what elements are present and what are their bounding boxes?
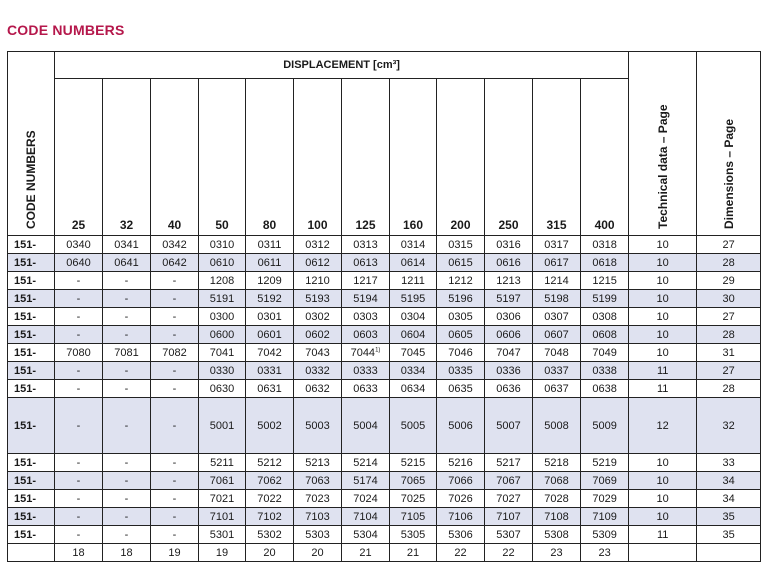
table-cell: -	[55, 308, 103, 326]
table-cell: 7101	[199, 508, 246, 526]
technical-data-page: 10	[629, 290, 697, 308]
table-cell: 5301	[199, 526, 246, 544]
table-cell: 0633	[342, 380, 390, 398]
dimensions-page: 34	[697, 490, 761, 508]
technical-data-page: 10	[629, 272, 697, 290]
table-cell: -	[55, 490, 103, 508]
table-cell: 0614	[390, 254, 437, 272]
technical-data-page: 10	[629, 490, 697, 508]
table-cell: 5009	[581, 398, 629, 454]
table-cell: -	[103, 526, 151, 544]
table-cell: 0332	[294, 362, 342, 380]
row-code: 151-	[8, 344, 55, 362]
table-cell: -	[55, 272, 103, 290]
table-cell: 7061	[199, 472, 246, 490]
technical-data-page: 11	[629, 526, 697, 544]
table-cell: 5004	[342, 398, 390, 454]
table-cell: 1211	[390, 272, 437, 290]
footer-cell: 21	[342, 544, 390, 562]
technical-data-label: Technical data – Page	[655, 104, 670, 229]
footer-cell: 20	[294, 544, 342, 562]
row-code: 151-	[8, 236, 55, 254]
table-cell: 1217	[342, 272, 390, 290]
table-cell: 0640	[55, 254, 103, 272]
table-cell: 5308	[533, 526, 581, 544]
footer-row	[8, 544, 761, 562]
table-cell: 5192	[246, 290, 294, 308]
displacement-col-header: 315	[533, 79, 581, 236]
table-cell: 0604	[390, 326, 437, 344]
dimensions-page: 27	[697, 362, 761, 380]
table-cell: 0632	[294, 380, 342, 398]
table-cell: 0608	[581, 326, 629, 344]
table-cell: 0318	[581, 236, 629, 254]
row-code: 151-	[8, 380, 55, 398]
table-cell: 5309	[581, 526, 629, 544]
table-cell: 5213	[294, 454, 342, 472]
table-cell: -	[151, 490, 199, 508]
dimensions-page: 28	[697, 326, 761, 344]
technical-data-header	[629, 52, 697, 236]
table-cell: 0610	[199, 254, 246, 272]
footer-empty-cell	[629, 544, 697, 562]
table-cell: 7065	[390, 472, 437, 490]
table-cell: 7042	[246, 344, 294, 362]
table-cell: 0612	[294, 254, 342, 272]
table-cell: 5305	[390, 526, 437, 544]
table-cell: 0306	[485, 308, 533, 326]
table-cell: 5303	[294, 526, 342, 544]
table-cell: 7045	[390, 344, 437, 362]
table-cell: 5199	[581, 290, 629, 308]
displacement-col-header: 40	[151, 79, 199, 236]
table-cell: 5302	[246, 526, 294, 544]
table-cell: 7023	[294, 490, 342, 508]
table-cell: 7046	[437, 344, 485, 362]
row-code: 151-	[8, 490, 55, 508]
table-row	[8, 308, 761, 326]
table-row	[8, 326, 761, 344]
table-cell: 0317	[533, 236, 581, 254]
table-cell: 5217	[485, 454, 533, 472]
table-cell: 0631	[246, 380, 294, 398]
table-cell: 7029	[581, 490, 629, 508]
table-cell: 0308	[581, 308, 629, 326]
displacement-col-header: 400	[581, 79, 629, 236]
table-cell: 0331	[246, 362, 294, 380]
table-cell: 0340	[55, 236, 103, 254]
table-cell: 7066	[437, 472, 485, 490]
table-cell: 0638	[581, 380, 629, 398]
table-cell: 7025	[390, 490, 437, 508]
row-code: 151-	[8, 526, 55, 544]
dimensions-header	[697, 52, 761, 236]
table-cell: 5211	[199, 454, 246, 472]
table-cell: 0313	[342, 236, 390, 254]
dimensions-page: 30	[697, 290, 761, 308]
table-row	[8, 254, 761, 272]
table-row	[8, 290, 761, 308]
displacement-col-header: 200	[437, 79, 485, 236]
table-cell: 5007	[485, 398, 533, 454]
table-row	[8, 380, 761, 398]
table-cell: 5196	[437, 290, 485, 308]
row-header-label: CODE NUMBERS	[24, 130, 38, 229]
table-cell: 5307	[485, 526, 533, 544]
technical-data-page: 10	[629, 472, 697, 490]
footer-empty-cell	[8, 544, 55, 562]
dimensions-page: 29	[697, 272, 761, 290]
table-cell: -	[151, 290, 199, 308]
table-cell: 0310	[199, 236, 246, 254]
row-code: 151-	[8, 362, 55, 380]
dimensions-page: 27	[697, 236, 761, 254]
displacement-col-header: 50	[199, 79, 246, 236]
dimensions-page: 33	[697, 454, 761, 472]
table-cell: 5008	[533, 398, 581, 454]
table-cell: 5194	[342, 290, 390, 308]
table-cell: 7069	[581, 472, 629, 490]
table-cell: 0630	[199, 380, 246, 398]
table-cell: 0611	[246, 254, 294, 272]
table-cell: 5195	[390, 290, 437, 308]
table-cell: 0616	[485, 254, 533, 272]
row-code: 151-	[8, 472, 55, 490]
table-cell: -	[151, 454, 199, 472]
footer-cell: 23	[533, 544, 581, 562]
table-cell: 0606	[485, 326, 533, 344]
table-cell: 1215	[581, 272, 629, 290]
table-cell: -	[103, 454, 151, 472]
table-row	[8, 272, 761, 290]
table-cell: 5216	[437, 454, 485, 472]
table-cell: 0316	[485, 236, 533, 254]
footer-cell: 22	[485, 544, 533, 562]
technical-data-page: 10	[629, 308, 697, 326]
technical-data-page: 11	[629, 380, 697, 398]
table-cell: 7062	[246, 472, 294, 490]
table-row	[8, 526, 761, 544]
displacement-col-header: 160	[390, 79, 437, 236]
table-cell: 7028	[533, 490, 581, 508]
table-cell	[342, 344, 390, 362]
displacement-col-header: 32	[103, 79, 151, 236]
table-cell: -	[151, 362, 199, 380]
table-cell: 0635	[437, 380, 485, 398]
table-cell: -	[55, 454, 103, 472]
table-cell: 5005	[390, 398, 437, 454]
page-title: CODE NUMBERS	[7, 22, 125, 38]
table-cell: 7048	[533, 344, 581, 362]
table-cell: 0330	[199, 362, 246, 380]
table-cell: -	[103, 272, 151, 290]
table-cell: 7067	[485, 472, 533, 490]
table-cell: 5218	[533, 454, 581, 472]
table-cell: 7104	[342, 508, 390, 526]
table-cell: 5215	[390, 454, 437, 472]
table-row	[8, 472, 761, 490]
table-cell: 5002	[246, 398, 294, 454]
table-cell: 0617	[533, 254, 581, 272]
table-cell: 0300	[199, 308, 246, 326]
table-cell: 7106	[437, 508, 485, 526]
footer-cell: 21	[390, 544, 437, 562]
table-cell: -	[103, 326, 151, 344]
table-cell: 7047	[485, 344, 533, 362]
table-cell: 0600	[199, 326, 246, 344]
displacement-header: DISPLACEMENT [cm³]	[55, 52, 629, 79]
table-cell: 7049	[581, 344, 629, 362]
table-cell: 7103	[294, 508, 342, 526]
row-header-code-numbers	[8, 52, 55, 236]
table-cell: -	[55, 380, 103, 398]
table-cell: 1210	[294, 272, 342, 290]
table-cell: 0335	[437, 362, 485, 380]
table-cell: -	[103, 472, 151, 490]
displacement-col-header: 25	[55, 79, 103, 236]
table-cell: -	[151, 308, 199, 326]
row-code: 151-	[8, 398, 55, 454]
table-cell: 5003	[294, 398, 342, 454]
table-cell: -	[55, 526, 103, 544]
table-cell: -	[151, 526, 199, 544]
table-cell: 0307	[533, 308, 581, 326]
table-row	[8, 490, 761, 508]
footer-cell: 20	[246, 544, 294, 562]
table-cell: 0602	[294, 326, 342, 344]
table-cell: -	[151, 472, 199, 490]
footnote-mark: 1)	[375, 346, 381, 353]
row-code: 151-	[8, 308, 55, 326]
table-cell: 7024	[342, 490, 390, 508]
table-cell: 0634	[390, 380, 437, 398]
technical-data-page: 12	[629, 398, 697, 454]
row-code: 151-	[8, 508, 55, 526]
table-row	[8, 454, 761, 472]
table-cell: 7081	[103, 344, 151, 362]
table-cell: -	[151, 272, 199, 290]
table-cell: 5304	[342, 526, 390, 544]
dimensions-page: 35	[697, 508, 761, 526]
table-cell: 0311	[246, 236, 294, 254]
displacement-col-header: 100	[294, 79, 342, 236]
row-code: 151-	[8, 290, 55, 308]
table-cell: 0341	[103, 236, 151, 254]
table-cell: 1208	[199, 272, 246, 290]
row-code: 151-	[8, 326, 55, 344]
technical-data-page: 10	[629, 454, 697, 472]
table-cell: 5193	[294, 290, 342, 308]
displacement-col-header: 80	[246, 79, 294, 236]
table-row	[8, 508, 761, 526]
table-cell: 0607	[533, 326, 581, 344]
table-cell: 7105	[390, 508, 437, 526]
table-cell: 7063	[294, 472, 342, 490]
table-cell: 0333	[342, 362, 390, 380]
table-cell: 0605	[437, 326, 485, 344]
table-cell: 0312	[294, 236, 342, 254]
table-cell: 7043	[294, 344, 342, 362]
table-cell: 0641	[103, 254, 151, 272]
table-cell: 5219	[581, 454, 629, 472]
technical-data-page: 10	[629, 344, 697, 362]
table-cell: 5006	[437, 398, 485, 454]
table-cell: 0334	[390, 362, 437, 380]
table-cell: -	[103, 308, 151, 326]
table-cell: 5174	[342, 472, 390, 490]
table-cell: 5001	[199, 398, 246, 454]
dimensions-page: 28	[697, 380, 761, 398]
table-cell: -	[55, 508, 103, 526]
footer-cell: 22	[437, 544, 485, 562]
table-cell: 0637	[533, 380, 581, 398]
table-cell: -	[55, 362, 103, 380]
displacement-col-header: 250	[485, 79, 533, 236]
table-cell: -	[103, 398, 151, 454]
table-cell: 7102	[246, 508, 294, 526]
table-cell: 7107	[485, 508, 533, 526]
table-cell: 0618	[581, 254, 629, 272]
footer-cell: 23	[581, 544, 629, 562]
table-cell: -	[55, 326, 103, 344]
table-cell: 5197	[485, 290, 533, 308]
technical-data-page: 11	[629, 362, 697, 380]
table-cell: -	[151, 326, 199, 344]
table-cell: 0337	[533, 362, 581, 380]
displacement-col-header: 125	[342, 79, 390, 236]
footer-cell: 18	[55, 544, 103, 562]
table-cell: 7068	[533, 472, 581, 490]
table-cell: -	[55, 398, 103, 454]
table-cell: 7027	[485, 490, 533, 508]
table-cell: -	[55, 290, 103, 308]
table-cell: 0601	[246, 326, 294, 344]
table-cell: 0303	[342, 308, 390, 326]
dimensions-page: 35	[697, 526, 761, 544]
table-cell: 7108	[533, 508, 581, 526]
table-cell: 1214	[533, 272, 581, 290]
table-cell: 5198	[533, 290, 581, 308]
table-cell: 0338	[581, 362, 629, 380]
table-cell: 7041	[199, 344, 246, 362]
row-code: 151-	[8, 454, 55, 472]
table-cell: 1213	[485, 272, 533, 290]
dimensions-page: 27	[697, 308, 761, 326]
table-cell: 7109	[581, 508, 629, 526]
dimensions-page: 32	[697, 398, 761, 454]
table-cell: 0336	[485, 362, 533, 380]
table-cell: 0615	[437, 254, 485, 272]
table-cell: -	[103, 508, 151, 526]
row-code: 151-	[8, 254, 55, 272]
table-cell: 0304	[390, 308, 437, 326]
table-cell: -	[103, 290, 151, 308]
technical-data-page: 10	[629, 254, 697, 272]
technical-data-page: 10	[629, 508, 697, 526]
table-row	[8, 362, 761, 380]
dimensions-page: 31	[697, 344, 761, 362]
footer-empty-cell	[697, 544, 761, 562]
table-cell: 0314	[390, 236, 437, 254]
table-cell: 5191	[199, 290, 246, 308]
table-row	[8, 236, 761, 254]
footer-cell: 19	[199, 544, 246, 562]
technical-data-page: 10	[629, 236, 697, 254]
table-cell: 5306	[437, 526, 485, 544]
table-cell: 0636	[485, 380, 533, 398]
table-cell: -	[103, 362, 151, 380]
row-code: 151-	[8, 272, 55, 290]
table-cell: 0302	[294, 308, 342, 326]
cell-value: 7044	[350, 346, 376, 359]
table-cell: 0342	[151, 236, 199, 254]
code-numbers-table	[7, 51, 761, 562]
table-cell: 7026	[437, 490, 485, 508]
technical-data-page: 10	[629, 326, 697, 344]
footer-cell: 18	[103, 544, 151, 562]
footer-cell: 19	[151, 544, 199, 562]
table-cell: -	[151, 398, 199, 454]
table-cell: 0642	[151, 254, 199, 272]
table-cell: 1212	[437, 272, 485, 290]
table-cell: 0603	[342, 326, 390, 344]
table-cell: 7082	[151, 344, 199, 362]
table-cell: 7022	[246, 490, 294, 508]
table-cell: -	[103, 380, 151, 398]
table-cell: 0315	[437, 236, 485, 254]
table-row	[8, 344, 761, 362]
table-cell: 0613	[342, 254, 390, 272]
table-cell: 0305	[437, 308, 485, 326]
table-cell: 5214	[342, 454, 390, 472]
dimensions-page: 28	[697, 254, 761, 272]
table-cell: 5212	[246, 454, 294, 472]
table-row	[8, 398, 761, 454]
table-cell: 0301	[246, 308, 294, 326]
table-cell: 7021	[199, 490, 246, 508]
table-cell: 1209	[246, 272, 294, 290]
table-cell: 7080	[55, 344, 103, 362]
dimensions-page: 34	[697, 472, 761, 490]
table-cell: -	[151, 508, 199, 526]
table-cell: -	[151, 380, 199, 398]
dimensions-label: Dimensions – Page	[721, 118, 736, 229]
table-cell: -	[103, 490, 151, 508]
table-cell: -	[55, 472, 103, 490]
